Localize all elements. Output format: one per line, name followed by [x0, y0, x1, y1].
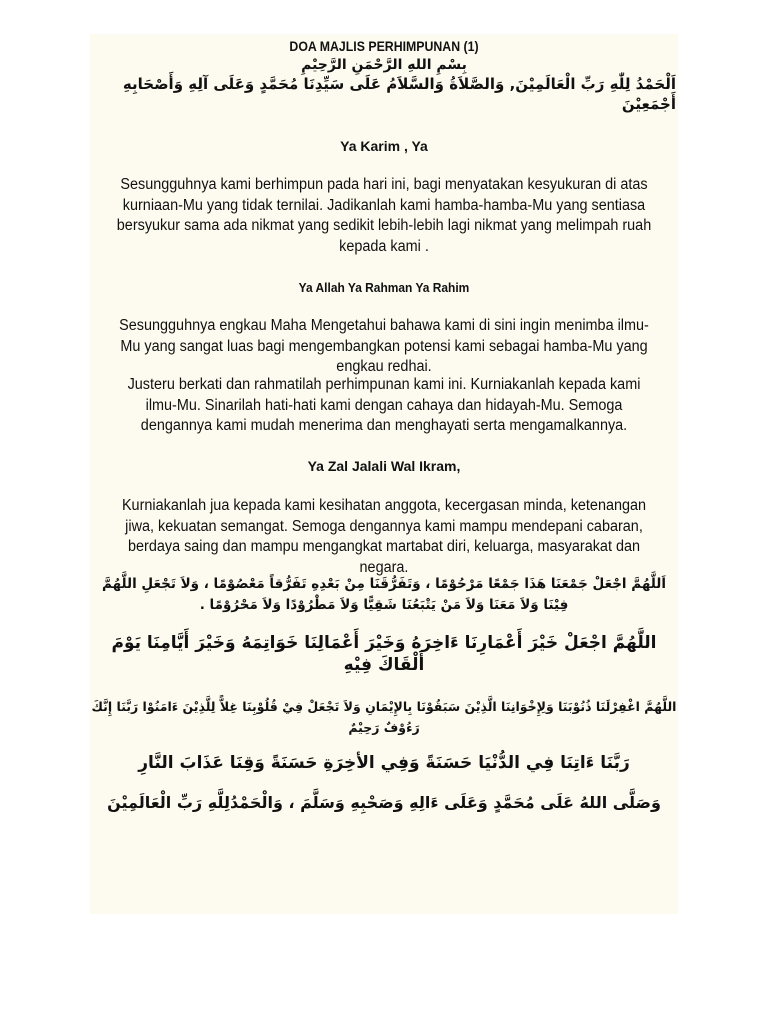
- heading-ya-allah: Ya Allah Ya Rahman Ya Rahim: [298, 280, 470, 295]
- heading-ya-karim: Ya Karim , Ya: [340, 138, 428, 154]
- document-title: DOA MAJLIS PERHIMPUNAN (1): [289, 38, 479, 54]
- paragraph-kesyukuran: Sesungguhnya kami berhimpun pada hari ini, bagi menyatakan kesyukuran di atas kurniaan-Mu yang tidak ternilai. Jadikanlah kami hamba-hamba-Mu yang sentiasa bersyukur sama ada nikmat yang sedikit lebih-lebih lagi nikmat yang melimpah ruah kepada kami .: [116, 176, 652, 255]
- arabic-prayer-5: وَصَلَّى اللهُ عَلَى مُحَمَّدٍ وَعَلَى ءَالِهِ وَصَحْبِهِ وَسَلَّمَ ، وَالْحَمْدُلِلَّهِ رَبِّ الْعَالَمِيْنَ: [107, 793, 661, 812]
- arabic-prayer-1: اَللَّهُمَّ اجْعَلْ جَمْعَنَا هَذَا جَمْعًا مَرْحُوْمًا ، وَتَفَرُّقَنَا مِنْ بَعْدِهِ تَفَرُّقاً مَعْصُوْمًا ، وَلاَ تَجْعَلِ اللَّهُمَّ فِيْنَا وَلاَ مَعَنَا وَلاَ مَنْ يَتْبَعُنَا شَقِيًّا وَلاَ مَطْرُوْدًا وَلاَ مَحْرُوْمًا .: [102, 576, 666, 613]
- arabic-prayer-3: اللَّهُمَّ اغْفِرْلَنَا ذُنُوْبَنَا وَلِإِخْوَانِنَا الَّذِيْنَ سَبَقُوْنَا بِالإِيْمَانِ وَلاَ تَجْعَلْ فِيْ قُلُوْبِنَا غِلاًّ لِلَّذِيْنَ ءَامَنُوْا رَبَّنَا إِنَّكَ رَءُوْفٌ رَحِيْمٌ: [91, 699, 677, 735]
- arabic-prayer-2: اللَّهُمَّ اجْعَلْ خَيْرَ أَعْمَارِنَا ءَاخِرَهُ وَخَيْرَ أَعْمَالِنَا خَوَاتِمَهُ وَخَيْرَ أَيَّامِنَا يَوْمَ أَلْقَاكَ فِيْهِ: [111, 633, 657, 675]
- arabic-hamd: اَلْحَمْدُ لِلّٰهِ رَبِّ الْعَالَمِيْنَ, وَالصَّلاَةُ وَالسَّلاَمُ عَلَى سَيِّدِنَا مُحَمَّدٍ وَعَلَى آلِهِ وَأَصْحَابِهِ أَجْمَعِيْنَ: [122, 75, 676, 113]
- paragraph-kesihatan: Kurniakanlah jua kepada kami kesihatan anggota, kecergasan minda, ketenangan jiwa, kekuatan semangat. Semoga dengannya kami mampu mendepani cabaran, berdaya saing dan mampu mengangkat martabat diri, keluarga, masyarakat dan negara.: [121, 497, 647, 576]
- arabic-prayer-4: رَبَّنَا ءَاتِنَا فِي الدُّنْيَا حَسَنَةً وَفِي الأخِرَةِ حَسَنَةً وَقِنَا عَذَابَ النَّارِ: [138, 753, 630, 773]
- paragraph-rahmati: Justeru berkati dan rahmatilah perhimpunan kami ini. Kurniakanlah kepada kami ilmu-Mu. Sinarilah hati-hati kami dengan cahaya dan hidayah-Mu. Semoga dengannya kami mudah menerima dan menghayati serta mengamalkannya.: [127, 376, 641, 434]
- document-page: [90, 34, 678, 914]
- paragraph-ilmu: Sesungguhnya engkau Maha Mengetahui bahawa kami di sini ingin menimba ilmu-Mu yang sangat luas bagi mengembangkan potensi kami sebagai hamba-Mu yang engkau redhai.: [119, 317, 649, 375]
- heading-ya-zal-jalali: Ya Zal Jalali Wal Ikram,: [307, 458, 461, 474]
- arabic-basmala: بِسْمِ اللهِ الرَّحْمَنِ الرَّحِيْمِ: [301, 57, 467, 73]
